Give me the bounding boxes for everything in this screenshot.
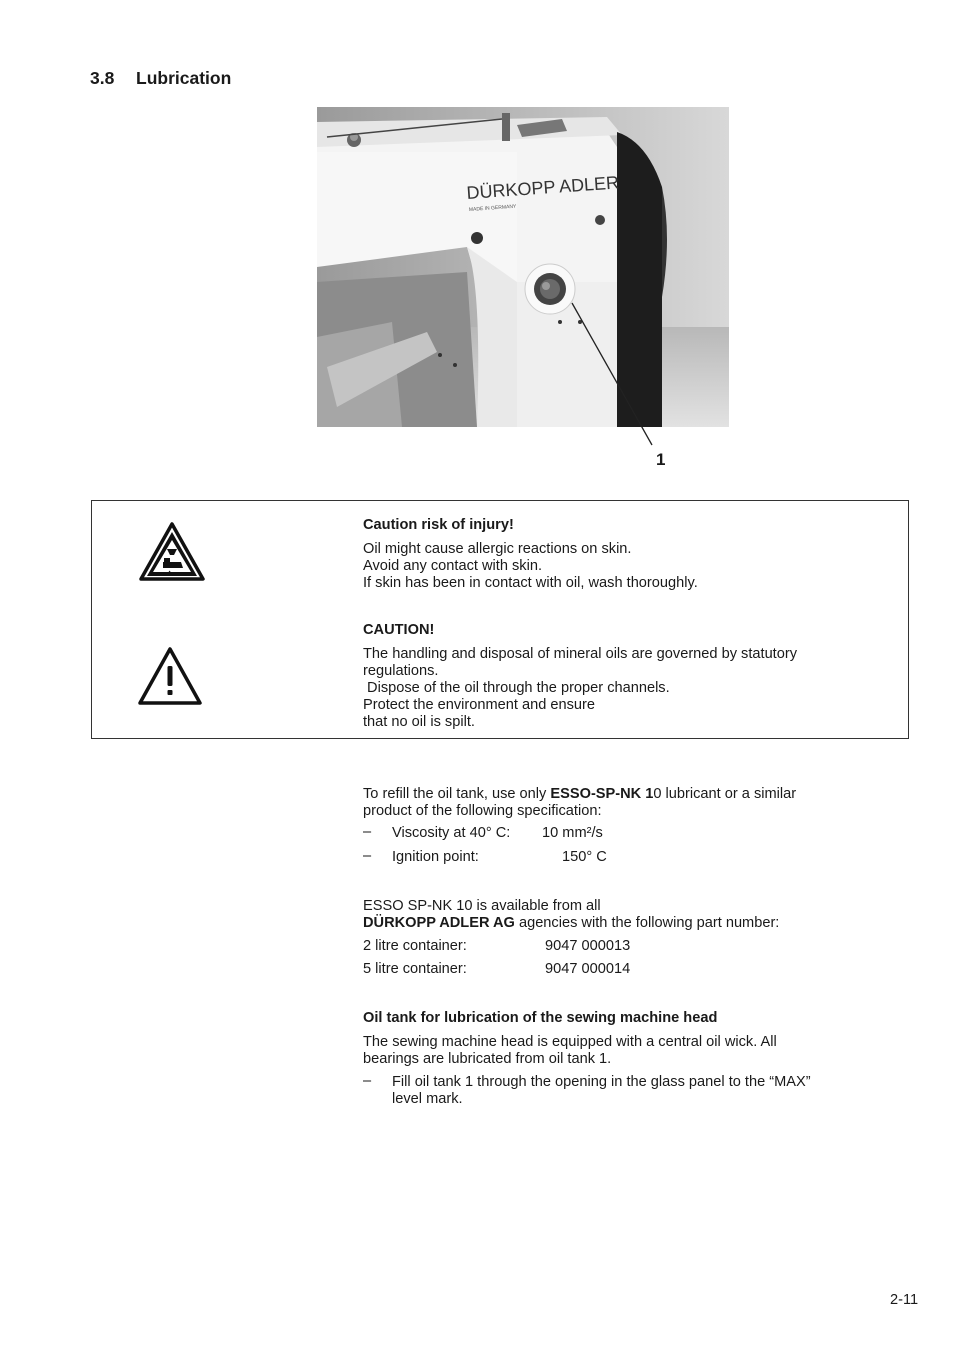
dash-bullet: –	[363, 1073, 372, 1089]
spec-label: Viscosity at 40° C:	[392, 825, 511, 841]
refill-paragraph	[363, 786, 903, 820]
company-name: DÜRKOPP ADLER AG	[363, 915, 515, 931]
caution-line: that no oil is spilt.	[363, 714, 475, 730]
callout-leader-line	[552, 285, 662, 450]
spec-label: Ignition point:	[392, 849, 479, 865]
section-number: 3.8	[90, 68, 115, 88]
injury-warning-text	[363, 517, 893, 592]
spec-value: 10 mm²/s	[542, 825, 603, 841]
hand-injury-warning-icon	[139, 522, 205, 581]
section-heading	[90, 68, 231, 89]
figure-callout-1: 1	[656, 450, 666, 469]
injury-warning-line: Avoid any contact with skin.	[363, 558, 543, 574]
part-number: 9047 000013	[545, 938, 631, 954]
caution-title: CAUTION!	[363, 622, 435, 638]
refill-intro-line2: product of the following specification:	[363, 803, 602, 819]
spec-item-ignition	[363, 849, 903, 866]
machine-made-in-text: MADE IN GERMANY	[468, 203, 517, 213]
oil-tank-paragraph	[363, 1034, 903, 1068]
availability-line1: ESSO SP-NK 10 is available from all	[363, 898, 601, 914]
injury-warning-title: Caution risk of injury!	[363, 517, 514, 533]
lubricant-name: ESSO-SP-NK 1	[550, 786, 654, 802]
spec-item-viscosity	[363, 825, 903, 842]
refill-intro-pre: To refill the oil tank, use only	[363, 786, 551, 802]
caution-line: The handling and disposal of mineral oils are governed by statutory	[363, 646, 798, 662]
oil-tank-line1: The sewing machine head is equipped with a central oil wick. All	[363, 1034, 777, 1050]
oil-tank-step	[363, 1074, 903, 1108]
oil-tank-step-line2: level mark.	[392, 1091, 463, 1107]
availability-line2: agencies with the following part number:	[514, 915, 780, 931]
injury-warning-line: If skin has been in contact with oil, wash thoroughly.	[363, 575, 698, 591]
dash-bullet: –	[363, 848, 372, 864]
caution-text	[363, 622, 893, 731]
caution-line: Protect the environment and ensure	[363, 697, 596, 713]
oil-tank-line2: bearings are lubricated from oil tank 1.	[363, 1051, 612, 1067]
part-number: 9047 000014	[545, 961, 631, 977]
page-number: 2-11	[890, 1292, 919, 1308]
part-row-5-litre	[363, 961, 903, 978]
part-label: 2 litre container:	[363, 938, 467, 954]
dash-bullet: –	[363, 824, 372, 840]
injury-warning-line: Oil might cause allergic reactions on skin.	[363, 541, 632, 557]
warning-box	[91, 500, 909, 739]
sewing-machine-photo	[317, 107, 729, 427]
general-warning-icon	[137, 646, 203, 706]
oil-tank-step-line1: Fill oil tank 1 through the opening in the glass panel to the “MAX”	[392, 1074, 811, 1090]
section-title: Lubrication	[136, 68, 232, 88]
part-row-2-litre	[363, 938, 903, 955]
spec-value: 150° C	[562, 849, 607, 865]
oil-tank-title: Oil tank for lubrication of the sewing machine head	[363, 1010, 718, 1026]
refill-intro-post: 0 lubricant or a similar	[653, 786, 797, 802]
availability-paragraph	[363, 898, 903, 932]
machine-brand-text: DÜRKOPP ADLER	[465, 172, 620, 203]
part-label: 5 litre container:	[363, 961, 467, 977]
caution-line: Dispose of the oil through the proper channels.	[363, 680, 670, 696]
caution-line: regulations.	[363, 663, 439, 679]
